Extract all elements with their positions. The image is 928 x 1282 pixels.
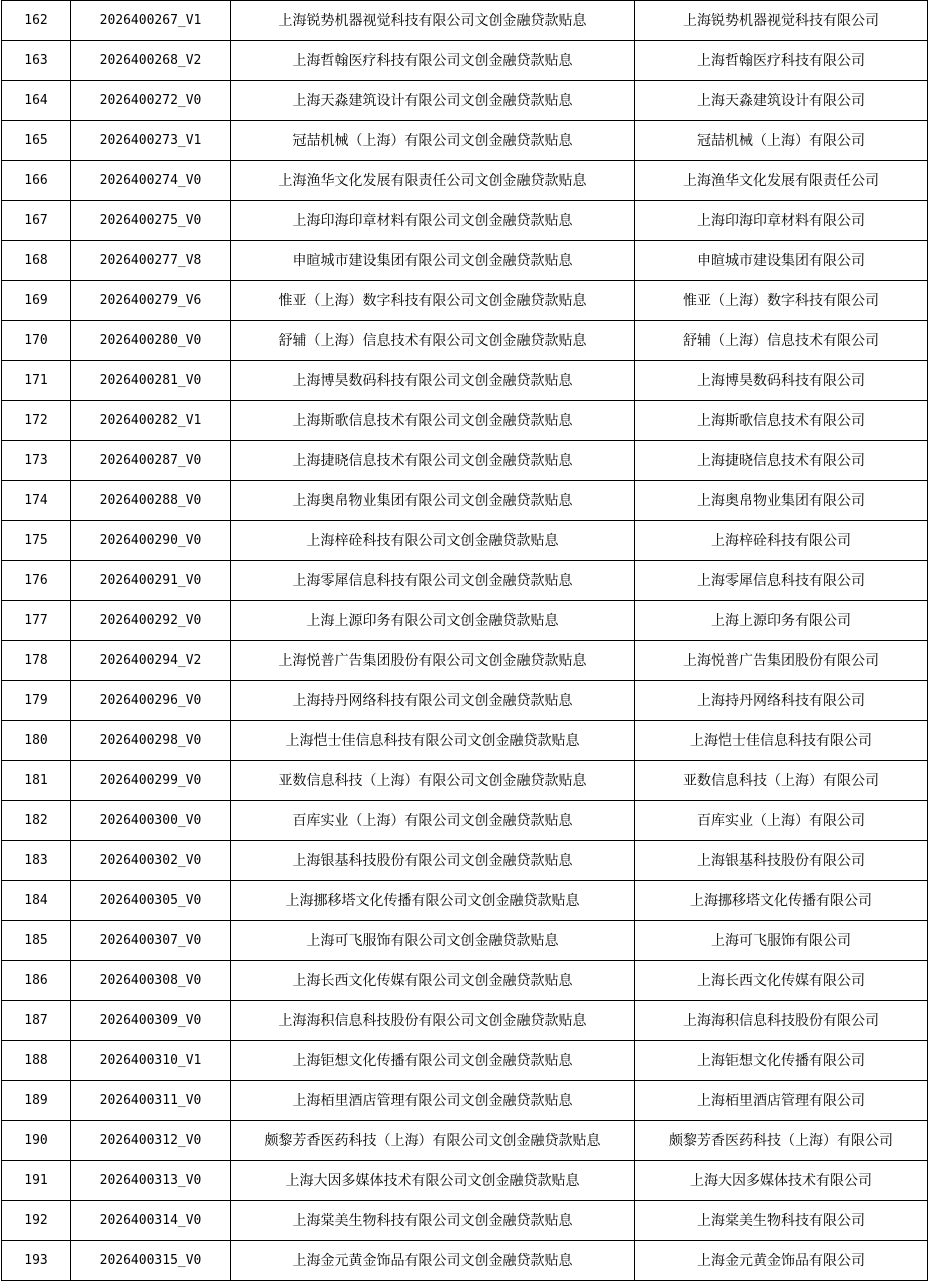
table-row (2, 961, 928, 1001)
row-number-cell: 175 (2, 521, 71, 561)
project-code-cell: 2026400305_V0 (71, 881, 231, 921)
organization-cell: 上海上源印务有限公司 (635, 601, 928, 641)
organization-cell: 上海渔华文化发展有限责任公司 (635, 161, 928, 201)
project-code-cell: 2026400290_V0 (71, 521, 231, 561)
organization-cell: 上海恺士佳信息科技有限公司 (635, 721, 928, 761)
project-code-cell: 2026400308_V0 (71, 961, 231, 1001)
project-code-cell: 2026400287_V0 (71, 441, 231, 481)
project-name-cell: 上海银基科技股份有限公司文创金融贷款贴息 (231, 841, 635, 881)
project-name-cell: 上海上源印务有限公司文创金融贷款贴息 (231, 601, 635, 641)
organization-cell: 上海可飞服饰有限公司 (635, 921, 928, 961)
project-code-cell: 2026400275_V0 (71, 201, 231, 241)
project-code-cell: 2026400300_V0 (71, 801, 231, 841)
project-name-cell: 上海捷晓信息技术有限公司文创金融贷款贴息 (231, 441, 635, 481)
table-row (2, 721, 928, 761)
table-row (2, 161, 928, 201)
row-number-cell: 167 (2, 201, 71, 241)
row-number-cell: 193 (2, 1241, 71, 1281)
project-code-cell: 2026400288_V0 (71, 481, 231, 521)
row-number-cell: 179 (2, 681, 71, 721)
project-name-cell: 上海可飞服饰有限公司文创金融贷款贴息 (231, 921, 635, 961)
project-name-cell: 上海钜想文化传播有限公司文创金融贷款贴息 (231, 1041, 635, 1081)
project-name-cell: 上海印海印章材料有限公司文创金融贷款贴息 (231, 201, 635, 241)
project-code-cell: 2026400279_V6 (71, 281, 231, 321)
row-number-cell: 183 (2, 841, 71, 881)
row-number-cell: 172 (2, 401, 71, 441)
row-number-cell: 190 (2, 1121, 71, 1161)
row-number-cell: 177 (2, 601, 71, 641)
table-row (2, 1201, 928, 1241)
table-row (2, 521, 928, 561)
project-code-cell: 2026400273_V1 (71, 121, 231, 161)
project-name-cell: 上海持丹网络科技有限公司文创金融贷款贴息 (231, 681, 635, 721)
row-number-cell: 165 (2, 121, 71, 161)
table-row (2, 361, 928, 401)
organization-cell: 上海海积信息科技股份有限公司 (635, 1001, 928, 1041)
row-number-cell: 184 (2, 881, 71, 921)
organization-cell: 冠喆机械（上海）有限公司 (635, 121, 928, 161)
project-code-cell: 2026400280_V0 (71, 321, 231, 361)
project-name-cell: 上海挪移塔文化传播有限公司文创金融贷款贴息 (231, 881, 635, 921)
table-body (2, 1, 928, 1281)
project-name-cell: 上海渔华文化发展有限责任公司文创金融贷款贴息 (231, 161, 635, 201)
row-number-cell: 180 (2, 721, 71, 761)
project-code-cell: 2026400314_V0 (71, 1201, 231, 1241)
organization-cell: 上海博昊数码科技有限公司 (635, 361, 928, 401)
project-code-cell: 2026400296_V0 (71, 681, 231, 721)
row-number-cell: 185 (2, 921, 71, 961)
project-code-cell: 2026400315_V0 (71, 1241, 231, 1281)
project-name-cell: 申暄城市建设集团有限公司文创金融贷款贴息 (231, 241, 635, 281)
project-code-cell: 2026400277_V8 (71, 241, 231, 281)
project-name-cell: 上海梓硂科技有限公司文创金融贷款贴息 (231, 521, 635, 561)
row-number-cell: 186 (2, 961, 71, 1001)
project-name-cell: 上海零犀信息科技有限公司文创金融贷款贴息 (231, 561, 635, 601)
project-name-cell: 上海博昊数码科技有限公司文创金融贷款贴息 (231, 361, 635, 401)
organization-cell: 上海梓硂科技有限公司 (635, 521, 928, 561)
row-number-cell: 191 (2, 1161, 71, 1201)
table-row (2, 801, 928, 841)
table-row (2, 121, 928, 161)
project-name-cell: 颇黎芳香医药科技（上海）有限公司文创金融贷款贴息 (231, 1121, 635, 1161)
project-code-cell: 2026400298_V0 (71, 721, 231, 761)
table-row (2, 481, 928, 521)
row-number-cell: 189 (2, 1081, 71, 1121)
project-name-cell: 上海奥帛物业集团有限公司文创金融贷款贴息 (231, 481, 635, 521)
row-number-cell: 192 (2, 1201, 71, 1241)
project-name-cell: 上海海积信息科技股份有限公司文创金融贷款贴息 (231, 1001, 635, 1041)
project-code-cell: 2026400292_V0 (71, 601, 231, 641)
table-row (2, 1241, 928, 1281)
organization-cell: 上海金元黄金饰品有限公司 (635, 1241, 928, 1281)
table-row (2, 1161, 928, 1201)
project-code-cell: 2026400313_V0 (71, 1161, 231, 1201)
row-number-cell: 162 (2, 1, 71, 41)
table-row (2, 681, 928, 721)
organization-cell: 上海零犀信息科技有限公司 (635, 561, 928, 601)
table-row (2, 761, 928, 801)
table-row (2, 281, 928, 321)
project-code-cell: 2026400311_V0 (71, 1081, 231, 1121)
organization-cell: 上海悦普广告集团股份有限公司 (635, 641, 928, 681)
row-number-cell: 182 (2, 801, 71, 841)
organization-cell: 申暄城市建设集团有限公司 (635, 241, 928, 281)
table-row (2, 601, 928, 641)
project-code-cell: 2026400307_V0 (71, 921, 231, 961)
table-row (2, 401, 928, 441)
project-name-cell: 上海天淼建筑设计有限公司文创金融贷款贴息 (231, 81, 635, 121)
organization-cell: 上海天淼建筑设计有限公司 (635, 81, 928, 121)
row-number-cell: 166 (2, 161, 71, 201)
row-number-cell: 169 (2, 281, 71, 321)
organization-cell: 上海挪移塔文化传播有限公司 (635, 881, 928, 921)
table-row (2, 1081, 928, 1121)
row-number-cell: 188 (2, 1041, 71, 1081)
project-name-cell: 冠喆机械（上海）有限公司文创金融贷款贴息 (231, 121, 635, 161)
organization-cell: 百库实业（上海）有限公司 (635, 801, 928, 841)
organization-cell: 上海棠美生物科技有限公司 (635, 1201, 928, 1241)
project-name-cell: 亚数信息科技（上海）有限公司文创金融贷款贴息 (231, 761, 635, 801)
row-number-cell: 181 (2, 761, 71, 801)
table-row (2, 841, 928, 881)
table-row (2, 41, 928, 81)
row-number-cell: 173 (2, 441, 71, 481)
organization-cell: 上海大因多媒体技术有限公司 (635, 1161, 928, 1201)
row-number-cell: 170 (2, 321, 71, 361)
table-row (2, 881, 928, 921)
project-name-cell: 上海棠美生物科技有限公司文创金融贷款贴息 (231, 1201, 635, 1241)
organization-cell: 上海持丹网络科技有限公司 (635, 681, 928, 721)
project-code-cell: 2026400282_V1 (71, 401, 231, 441)
table-row (2, 241, 928, 281)
row-number-cell: 168 (2, 241, 71, 281)
project-name-cell: 上海哲翰医疗科技有限公司文创金融贷款贴息 (231, 41, 635, 81)
project-code-cell: 2026400281_V0 (71, 361, 231, 401)
organization-cell: 上海银基科技股份有限公司 (635, 841, 928, 881)
project-name-cell: 舒辅（上海）信息技术有限公司文创金融贷款贴息 (231, 321, 635, 361)
project-name-cell: 上海栢里酒店管理有限公司文创金融贷款贴息 (231, 1081, 635, 1121)
organization-cell: 上海哲翰医疗科技有限公司 (635, 41, 928, 81)
table-row (2, 1001, 928, 1041)
project-name-cell: 上海大因多媒体技术有限公司文创金融贷款贴息 (231, 1161, 635, 1201)
project-code-cell: 2026400302_V0 (71, 841, 231, 881)
row-number-cell: 178 (2, 641, 71, 681)
project-name-cell: 上海锐势机器视觉科技有限公司文创金融贷款贴息 (231, 1, 635, 41)
table-row (2, 561, 928, 601)
organization-cell: 上海长西文化传媒有限公司 (635, 961, 928, 1001)
table-row (2, 321, 928, 361)
project-code-cell: 2026400274_V0 (71, 161, 231, 201)
organization-cell: 舒辅（上海）信息技术有限公司 (635, 321, 928, 361)
project-name-cell: 上海悦普广告集团股份有限公司文创金融贷款贴息 (231, 641, 635, 681)
row-number-cell: 171 (2, 361, 71, 401)
project-code-cell: 2026400272_V0 (71, 81, 231, 121)
organization-cell: 上海栢里酒店管理有限公司 (635, 1081, 928, 1121)
table-row (2, 1121, 928, 1161)
table-row (2, 1041, 928, 1081)
organization-cell: 上海奥帛物业集团有限公司 (635, 481, 928, 521)
table-row (2, 201, 928, 241)
row-number-cell: 187 (2, 1001, 71, 1041)
project-code-cell: 2026400294_V2 (71, 641, 231, 681)
organization-cell: 上海钜想文化传播有限公司 (635, 1041, 928, 1081)
project-code-cell: 2026400310_V1 (71, 1041, 231, 1081)
row-number-cell: 174 (2, 481, 71, 521)
project-name-cell: 上海恺士佳信息科技有限公司文创金融贷款贴息 (231, 721, 635, 761)
organization-cell: 上海斯歌信息技术有限公司 (635, 401, 928, 441)
table-row (2, 441, 928, 481)
table-row (2, 81, 928, 121)
organization-cell: 上海捷晓信息技术有限公司 (635, 441, 928, 481)
project-code-cell: 2026400312_V0 (71, 1121, 231, 1161)
row-number-cell: 163 (2, 41, 71, 81)
project-name-cell: 惟亚（上海）数字科技有限公司文创金融贷款贴息 (231, 281, 635, 321)
table-row (2, 641, 928, 681)
project-code-cell: 2026400268_V2 (71, 41, 231, 81)
table-row (2, 921, 928, 961)
project-code-cell: 2026400299_V0 (71, 761, 231, 801)
organization-cell: 颇黎芳香医药科技（上海）有限公司 (635, 1121, 928, 1161)
table-row (2, 1, 928, 41)
project-code-cell: 2026400291_V0 (71, 561, 231, 601)
row-number-cell: 176 (2, 561, 71, 601)
project-code-cell: 2026400309_V0 (71, 1001, 231, 1041)
project-name-cell: 上海长西文化传媒有限公司文创金融贷款贴息 (231, 961, 635, 1001)
row-number-cell: 164 (2, 81, 71, 121)
project-name-cell: 百库实业（上海）有限公司文创金融贷款贴息 (231, 801, 635, 841)
project-name-cell: 上海斯歌信息技术有限公司文创金融贷款贴息 (231, 401, 635, 441)
organization-cell: 上海印海印章材料有限公司 (635, 201, 928, 241)
project-code-cell: 2026400267_V1 (71, 1, 231, 41)
organization-cell: 惟亚（上海）数字科技有限公司 (635, 281, 928, 321)
project-name-cell: 上海金元黄金饰品有限公司文创金融贷款贴息 (231, 1241, 635, 1281)
organization-cell: 上海锐势机器视觉科技有限公司 (635, 1, 928, 41)
organization-cell: 亚数信息科技（上海）有限公司 (635, 761, 928, 801)
subsidy-table (1, 0, 928, 1281)
